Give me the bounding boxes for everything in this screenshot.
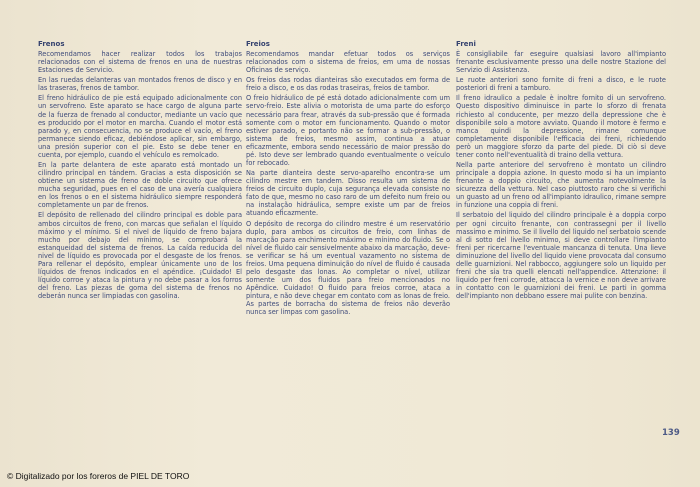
- spanish-column: [38, 40, 242, 302]
- spanish-paragraph: El depósito de rellenado del cilindro principal es doble para ambos circuitos de freno, con marcas que señalan el líquido máximo y el mínimo. Si el nivel de líquido de freno bajara mucho por debajo del mínimo, se comprobará la estanqueidad del sistema de frenos. La caída reducida del nivel de líquido es provocada por el desgaste de los frenos. Para rellenar el depósito, emplear únicamente uno de los líquidos de frenos indicados en el apéndice. ¡Cuidado! El líquido corroe y ataca la pintura y no debe pasar a los forros del freno. Las piezas de goma del sistema de frenos no deberán nunca ser limpiadas con gasolina.: [38, 211, 242, 301]
- page-number: 139: [662, 428, 680, 438]
- portuguese-paragraph: Na parte dianteira deste servo-aparelho encontra-se um cilindro mestre em tandem. Disso resulta um sistema de freios de circuito duplo, cuja segurança elevada consiste no fato de que, mesmo no caso raro de um defeito num freio ou na instalação hidráulica, sempre existe um par de freios atuando eficazmente.: [246, 169, 450, 218]
- portuguese-paragraph: O depósito de recorga do cilindro mestre é um reservatório duplo, para ambos os circuitos de freio, com linhas de marcação para enchimento máximo e mínimo do fluido. Se o nível de fluido cair sensivelmente abaixo da marcação, deve-se verificar se há um eventual vazamento no sistema de freios. Uma pequena diminuição do nível de fluido é causada pelo desgaste das lonas. Ao completar o nível, utilizar somente um dos fluidos para freio mencionados no Apêndice. Cuidado! O fluido para freios corroe, ataca a pintura, e não deve chegar em contato com as lonas de freio. As partes de borracha do sistema de freios não deverão nunca ser limpas com gasolina.: [246, 219, 450, 317]
- spanish-paragraph: El freno hidráulico de pie está equipado adicionalmente con un servofreno. Este aparato se hace cargo de alguna parte de la fuerza de frenado al conductor, mediante un vacío que es producido por el motor en marcha. Cuando el motor está parado y, en consecuencia, no se produce el vacío, el freno permanece siendo eficaz, debiéndose aplicar, sin embargo, una presión superior con el pie. Esto se debe tener en cuenta, por ejemplo, cuando el vehículo es remolcado.: [38, 94, 242, 159]
- scan-credit: © Digitalizado por los foreros de PIEL DE TORO: [7, 471, 190, 481]
- portuguese-heading: Freios: [246, 40, 270, 48]
- portuguese-paragraph: Recomendamos mandar efetuar todos os serviços relacionados com o sistema de freios, em uma de nossas Oficinas de serviço.: [246, 50, 450, 75]
- italian-paragraph: Il serbatoio del liquido del cilindro principale è a doppia corpo per ogni circuito frenante, con contrassegni per il livello massimo e minimo. Se il livello del liquido nel serbatoio scende al di sotto del livello minimo, si deve controllare l'impianto freni per ricercarne l'eventuale mancanza di tenuta. Una lieve diminuzione del livello del liquido viene provocata dal consumo delle guarnizioni. Nel rabbocco, aggiungere solo un liquido per freni che sia tra quelli elencati nell'appendice. Attenzione: il liquido per freni corrode, attacca la vernice e non deve arrivare in contatto con le guarnizioni dei freni. Le parti in gomma dell'impianto non debbano essere mai pulite con benzina.: [456, 211, 666, 301]
- spanish-paragraph: Recomendamos hacer realizar todos los trabajos relacionados con el sistema de frenos en una de nuestras Estaciones de Servicio.: [38, 50, 242, 75]
- italian-paragraph: Il freno idraulico a pedale è inoltre fornito di un servofreno. Questo dispositivo diminuisce in parte lo sforzo di frenata richiesto al conducente, per mezzo della depressione che è disponibile solo a motore avviato. Quando il motore è fermo e manca quindi la depressione, rimane comunque completamente disponibile l'efficacia dei freni, richiedendo però un maggiore sforzo da parte del piede. Di ciò si deve tener conto nell'eventualità di traino della vettura.: [456, 94, 666, 159]
- portuguese-column: [246, 40, 450, 319]
- italian-column: [456, 40, 666, 302]
- italian-paragraph: Le ruote anteriori sono fornite di freni a disco, e le ruote posteriori di freni a tamburo.: [456, 76, 666, 93]
- spanish-paragraph: En las ruedas delanteras van montados frenos de disco y en las traseras, frenos de tambor.: [38, 76, 242, 93]
- italian-paragraph: Nella parte anteriore del servofreno è montato un cilindro principale a doppia azione. In questo modo si ha un impianto frenante a doppio circuito, che aumenta notevolmente la sicurezza della vettura. Nel caso piuttosto raro che si verifichi un guasto ad un freno od all'impianto idraulico, rimane sempre in funzione una coppia di freni.: [456, 161, 666, 210]
- portuguese-paragraph: Os freios das rodas dianteiras são executados em forma de freio a disco, e os das rodas traseiras, freios de tambor.: [246, 76, 450, 93]
- italian-heading: Freni: [456, 40, 476, 48]
- spanish-paragraph: En la parte delantera de este aparato está montado un cilindro principal en tándem. Gracias a esta disposición se obtiene un sistema de freno de doble circuito que ofrece mucha seguridad, pues en el caso de una avería cualquiera en los frenos o en el sistema hidráulico siempre responderá completamente un par de frenos.: [38, 161, 242, 210]
- italian-paragraph: È consigliabile far eseguire qualsiasi lavoro all'impianto frenante esclusivamente presso una delle nostre Stazione del Servizio di Assistenza.: [456, 50, 666, 75]
- portuguese-paragraph: O freio hidráulico de pé está dotado adicionalmente com um servo-freio. Este alivia o motorista de uma parte do esforço necessário para frear, através da sub-pressão que é formada somente com o motor em funcionamento. Quando o motor estiver parado, e portanto não se formar a sub-pressão, o sistema de freios, mesmo assim, continua a atuar eficazmente, embora sendo necessário de maior pressão do pé. Isto deve ser lembrado quando eventualmente o veículo for rebocado.: [246, 94, 450, 168]
- spanish-heading: Frenos: [38, 40, 65, 48]
